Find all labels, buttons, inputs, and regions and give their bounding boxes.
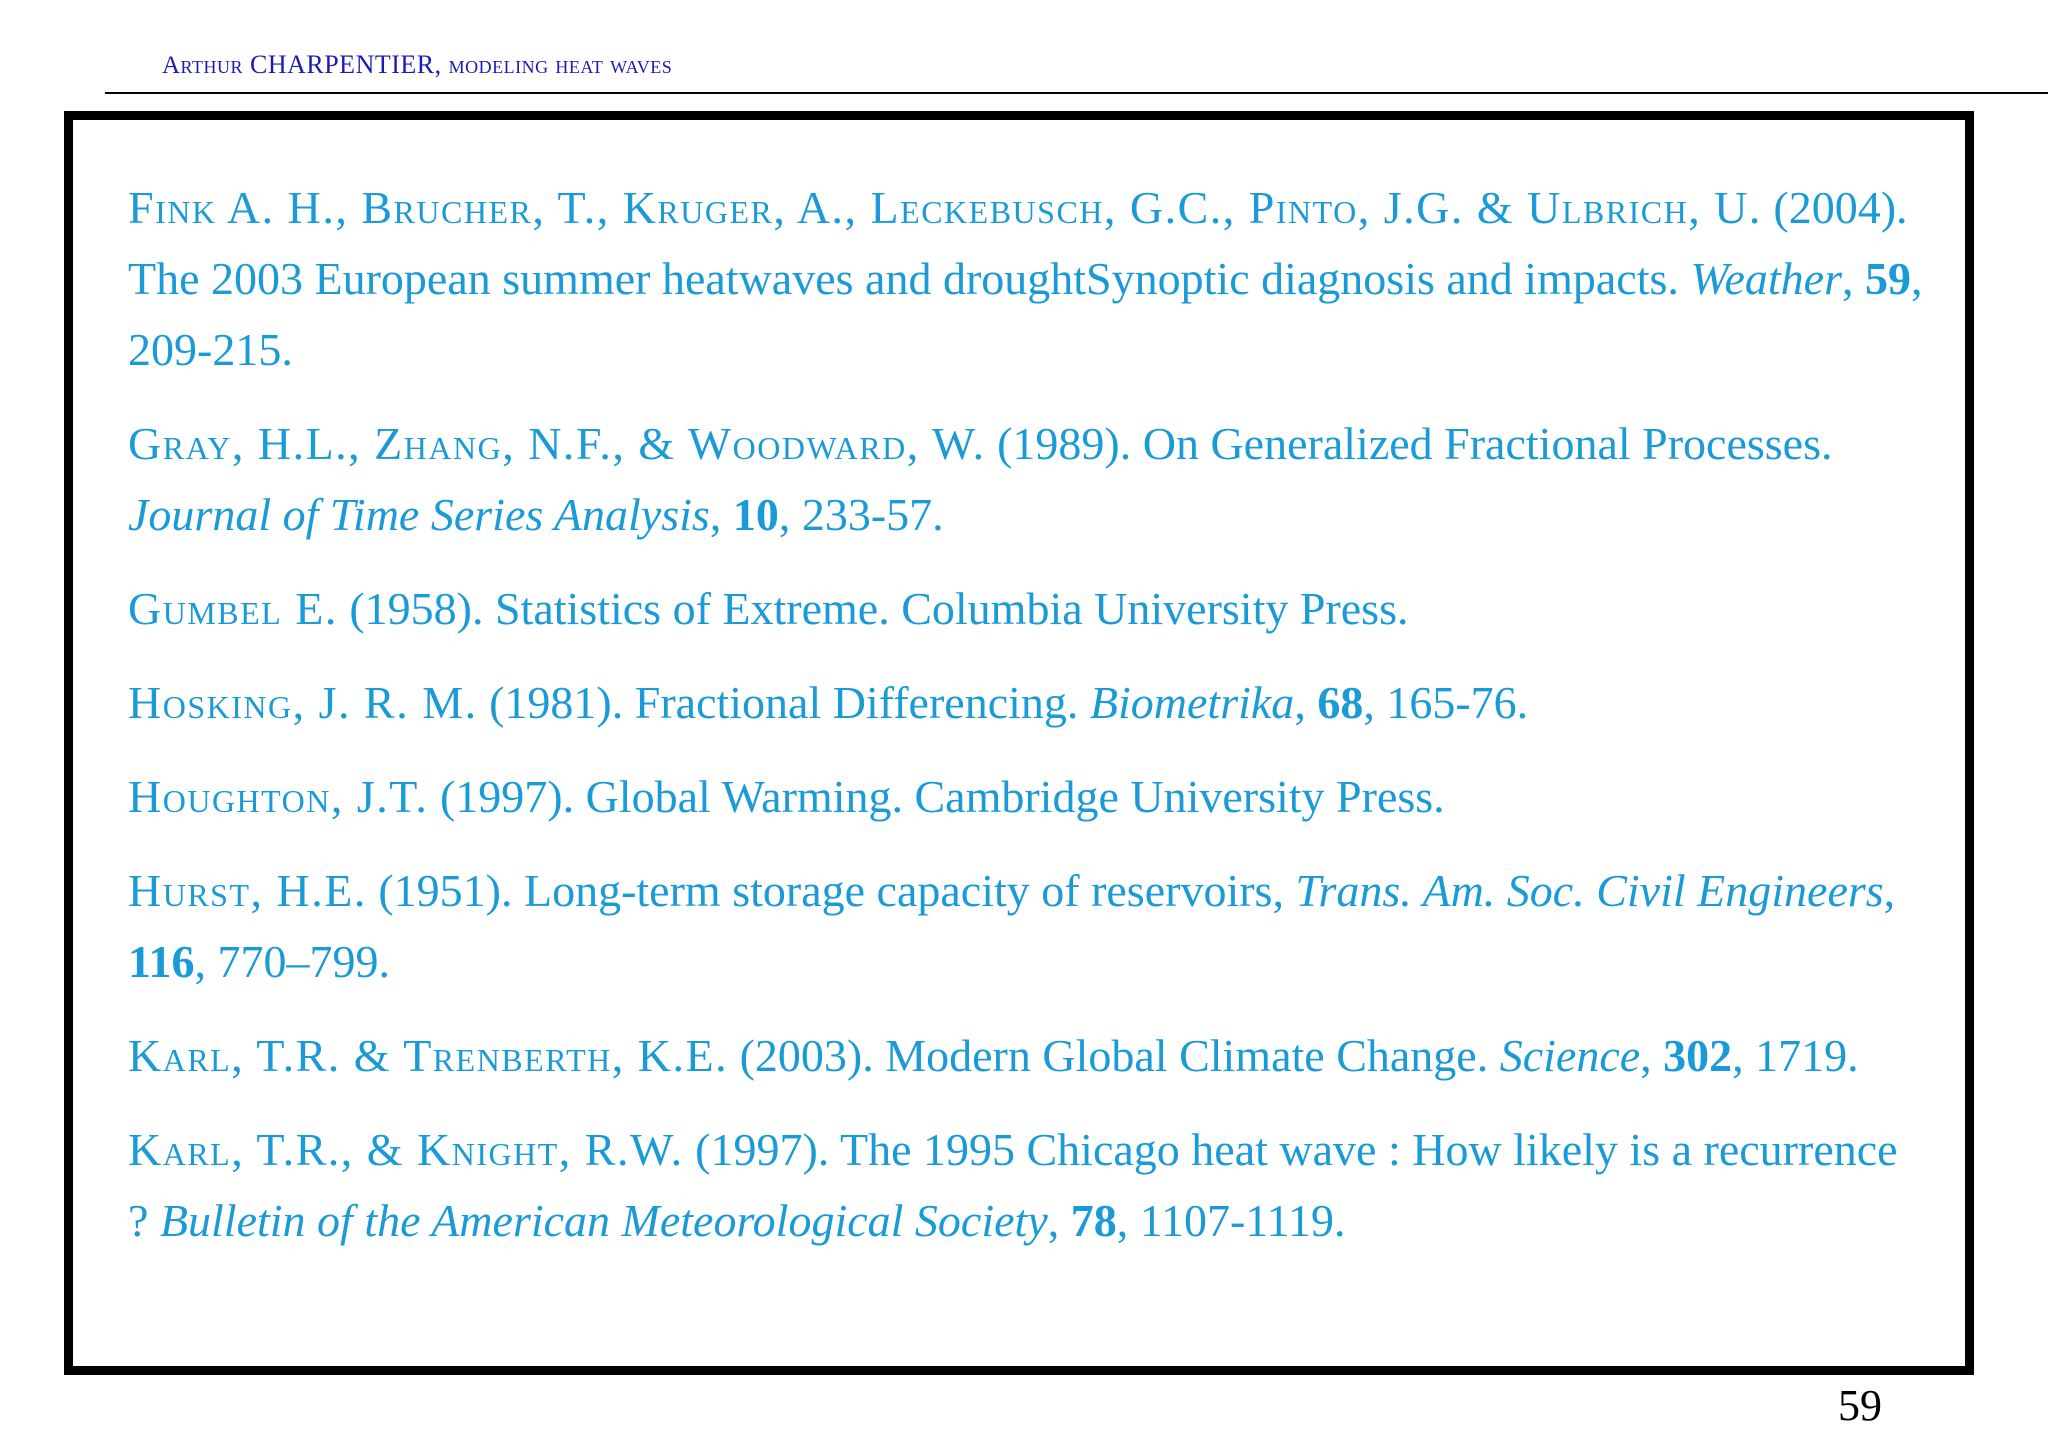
reference-item	[128, 761, 1928, 832]
header-author-last: CHARPENTIER,	[249, 50, 442, 79]
header-author-first: Arthur	[162, 52, 243, 79]
reference-authors: Hosking, J. R. M.	[128, 677, 478, 728]
reference-item	[128, 573, 1928, 644]
reference-authors: Karl, T.R. & Trenberth, K.E.	[128, 1030, 729, 1081]
reference-year-title: (1981). Fractional Differencing.	[477, 677, 1090, 728]
reference-pages: , 1107-1119.	[1116, 1195, 1346, 1246]
reference-journal: Biometrika	[1089, 677, 1295, 728]
reference-year-title: (1997). The 1995 Chicago heat wave : How likely is a recurrence ?	[128, 1124, 1898, 1246]
reference-pages: , 770–799.	[194, 936, 390, 987]
reference-volume: 78	[1070, 1195, 1117, 1246]
reference-pages: , 165-76.	[1363, 677, 1529, 728]
reference-authors: Fink A. H., Brucher, T., Kruger, A., Leckebusch, G.C., Pinto, J.G. & Ulbrich, U.	[128, 182, 1762, 233]
reference-item: Gray, H.L., Zhang, N.F., & Woodward, W. (1989). On Generalized Fractional Processes. Journal of Time Series Analysis, 10, 233-57.	[128, 418, 1833, 540]
reference-year-title: (1951). Long-term storage capacity of reservoirs,	[366, 865, 1296, 916]
reference-year-title: (2004). The 2003 European summer heatwaves and droughtSynoptic diagnosis and impacts.	[128, 182, 1908, 304]
page-number: 59	[1838, 1381, 1882, 1430]
reference-journal: Weather	[1690, 253, 1843, 304]
reference-authors: Houghton, J.T.	[128, 771, 429, 822]
reference-pages: , 1719.	[1732, 1030, 1859, 1081]
header-rule	[105, 92, 2048, 94]
header-subtitle: modeling heat waves	[448, 52, 673, 79]
reference-list	[128, 172, 1928, 1279]
reference-authors: Karl, T.R., & Knight, R.W.	[128, 1124, 684, 1175]
reference-volume: 59	[1865, 253, 1912, 304]
reference-item: Hosking, J. R. M. (1981). Fractional Differencing. Biometrika, 68, 165-76.	[128, 677, 1529, 728]
reference-pages: , 233-57.	[778, 489, 944, 540]
reference-journal: Journal of Time Series Analysis	[128, 489, 710, 540]
reference-pages: , 209-215.	[128, 253, 1923, 375]
reference-volume: 10	[732, 489, 779, 540]
reference-item: Hurst, H.E. (1951). Long-term storage capacity of reservoirs, Trans. Am. Soc. Civil Engineers, 116, 770–799.	[128, 865, 1896, 987]
reference-year-title: (1997). Global Warming. Cambridge University Press.	[428, 771, 1445, 822]
reference-item: Karl, T.R. & Trenberth, K.E. (2003). Modern Global Climate Change. Science, 302, 1719.	[128, 1030, 1859, 1081]
reference-journal: Bulletin of the American Meteorological Society	[159, 1195, 1048, 1246]
reference-authors: Gray, H.L., Zhang, N.F., & Woodward, W.	[128, 418, 986, 469]
reference-item: Karl, T.R., & Knight, R.W. (1997). The 1995 Chicago heat wave : How likely is a recurrence ? Bulletin of the American Meteorological Society, 78, 1107-1119.	[128, 1124, 1898, 1246]
reference-journal: Science	[1499, 1030, 1641, 1081]
reference-year-title: (1989). On Generalized Fractional Processes.	[985, 418, 1833, 469]
reference-volume: 68	[1317, 677, 1364, 728]
reference-year-title: (1958). Statistics of Extreme. Columbia University Press.	[337, 583, 1409, 634]
reference-journal: Trans. Am. Soc. Civil Engineers	[1295, 865, 1884, 916]
reference-authors: Hurst, H.E.	[128, 865, 367, 916]
reference-authors: Gumbel E.	[128, 583, 338, 634]
reference-volume: 116	[128, 936, 195, 987]
running-header	[162, 50, 672, 80]
reference-item: Fink A. H., Brucher, T., Kruger, A., Leckebusch, G.C., Pinto, J.G. & Ulbrich, U. (2004). The 2003 European summer heatwaves and droughtSynoptic diagnosis and impacts. Weather, 59, 209-215.	[128, 182, 1923, 375]
reference-volume: 302	[1663, 1030, 1733, 1081]
reference-year-title: (2003). Modern Global Climate Change.	[728, 1030, 1500, 1081]
